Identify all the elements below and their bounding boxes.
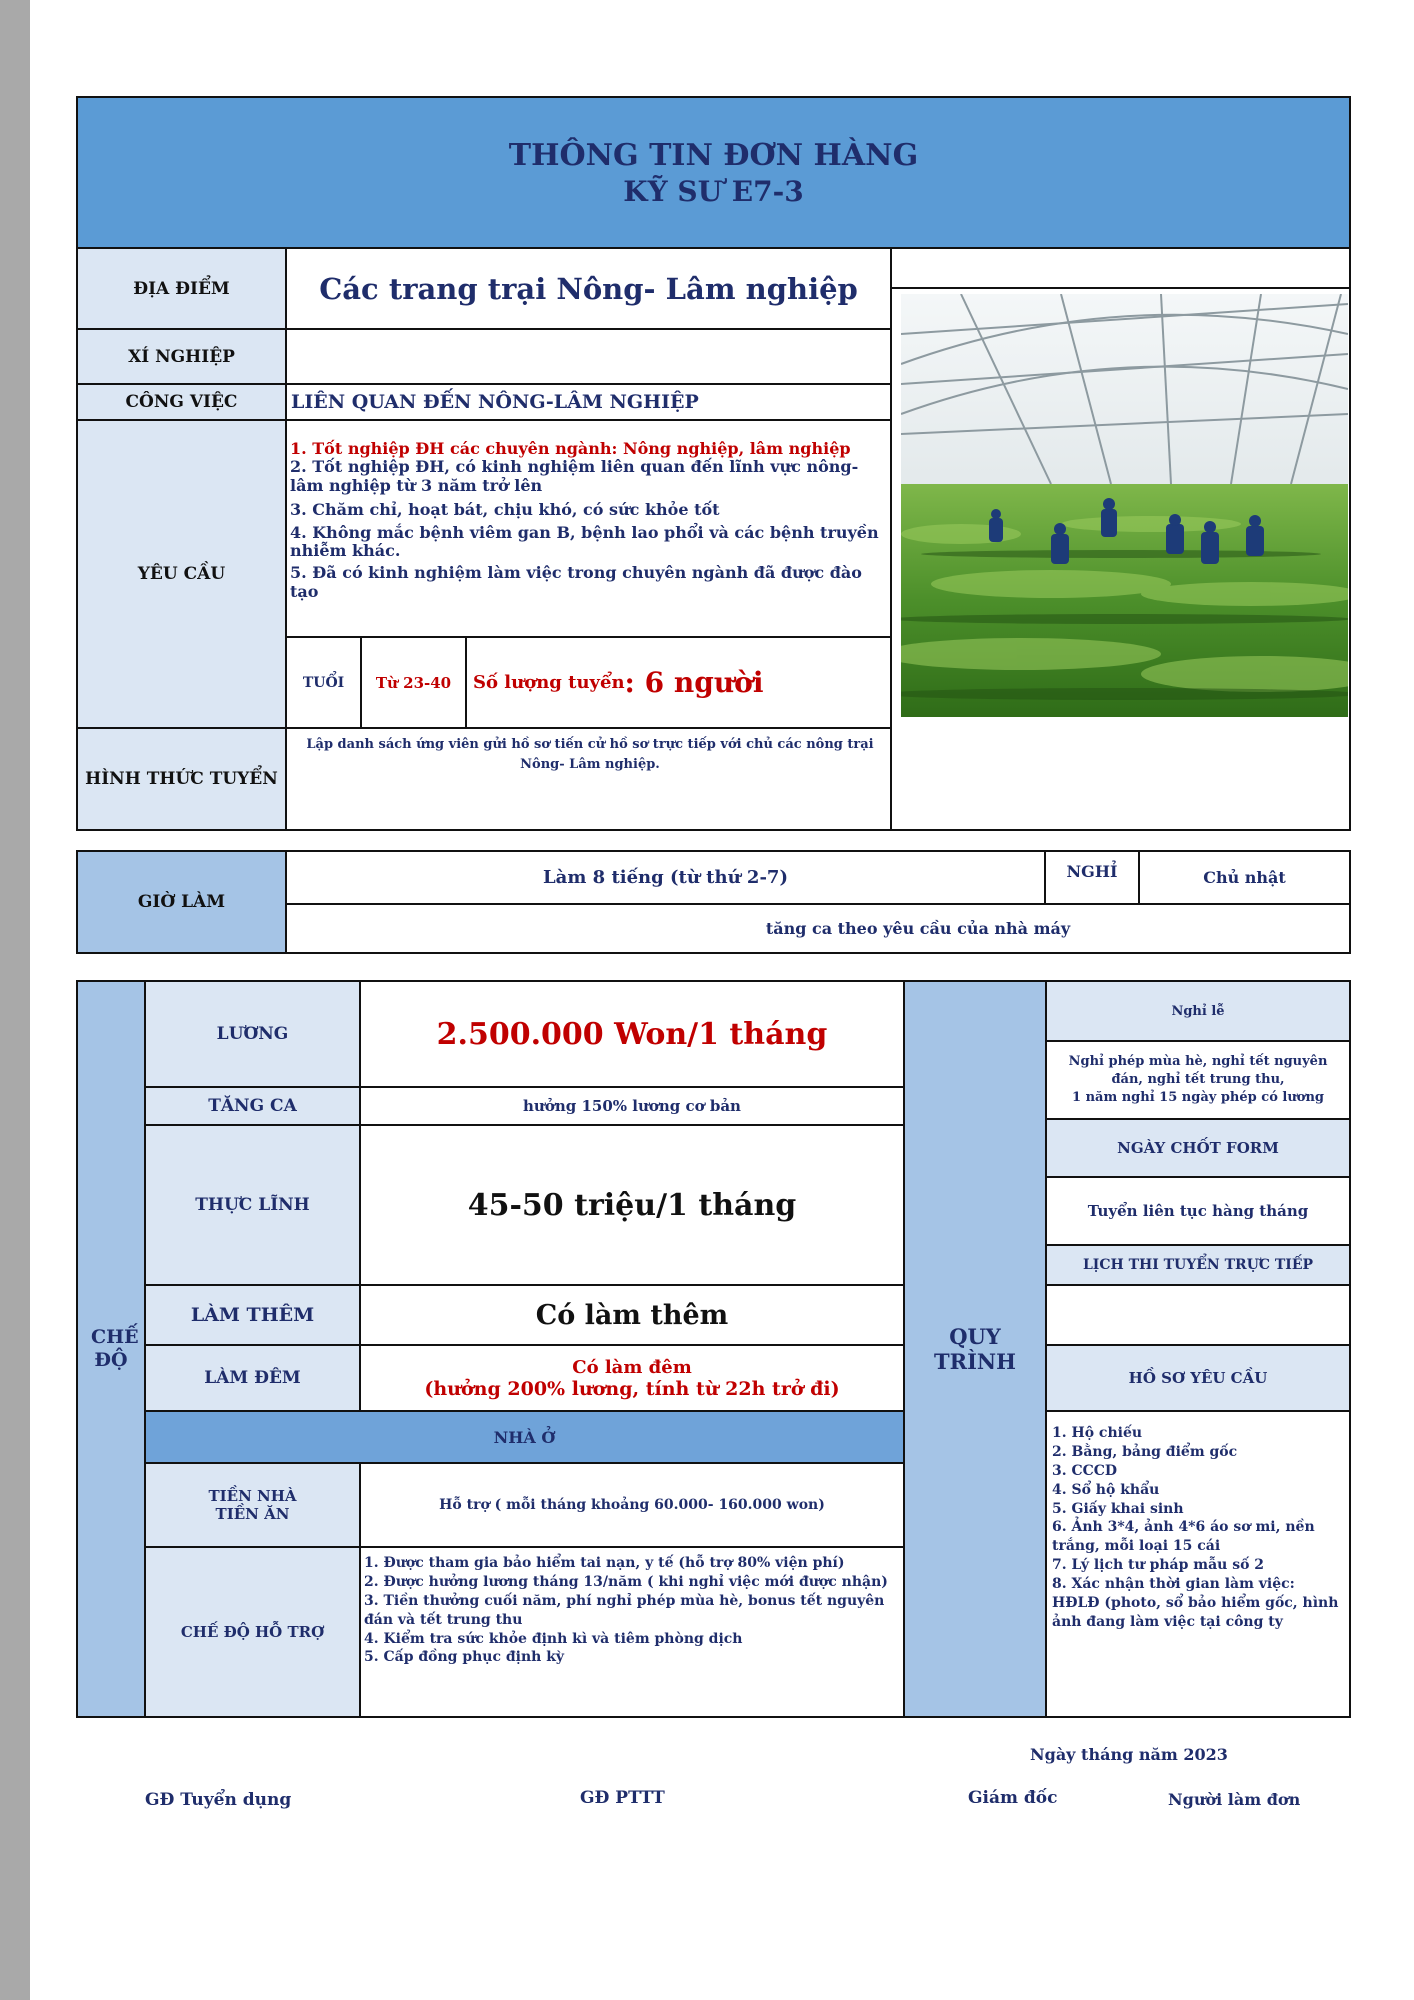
requirements-list xyxy=(290,440,886,601)
requirement-item: 4. Không mắc bệnh viêm gan B, bệnh lao phổi và các bệnh truyền nhiễm khác. xyxy=(290,522,879,560)
header-banner xyxy=(78,98,1349,247)
support-item: 4. Kiểm tra sức khỏe định kì và tiêm phòng dịch xyxy=(364,1630,743,1647)
quantity-label: Số lượng tuyển xyxy=(473,672,625,693)
docs-label: HỒ SƠ YÊU CẦU xyxy=(1047,1346,1349,1410)
ot-value: hưởng 150% lương cơ bản xyxy=(523,1097,741,1115)
recruit-value: Lập danh sách ứng viên gửi hồ sơ tiến cử hồ sơ trực tiếp với chủ các nông trại Nông- Lâm nghiệp. xyxy=(306,737,874,772)
doc-item: 1. Hộ chiếu xyxy=(1052,1425,1143,1441)
greenhouse-photo xyxy=(901,294,1348,717)
hours-label: GIỜ LÀM xyxy=(78,852,285,952)
requirement-item: 2. Tốt nghiệp ĐH, có kinh nghiệm liên quan đến lĩnh vực nông- lâm nghiệp từ 3 năm trở lên xyxy=(290,457,859,495)
net-value: 45-50 triệu/1 tháng xyxy=(467,1187,797,1223)
page-title: THÔNG TIN ĐƠN HÀNG xyxy=(508,137,919,173)
enterprise-value xyxy=(287,330,890,383)
night-value xyxy=(361,1346,903,1410)
holiday-value-line-1: Nghỉ phép mùa hè, nghỉ tết nguyên xyxy=(1068,1053,1328,1069)
day-off-label: NGHỈ xyxy=(1066,862,1118,881)
overtime-note: tăng ca theo yêu cầu của nhà máy xyxy=(765,919,1071,938)
support-list xyxy=(364,1554,898,1667)
doc-item: 8. Xác nhận thời gian làm việc: HĐLĐ (photo, sổ bảo hiểm gốc, hình ảnh đang làm việc tại công ty xyxy=(1052,1576,1339,1630)
benefits-section-text: CHẾ ĐỘ xyxy=(91,1326,139,1371)
recruit-label: HÌNH THỨC TUYỂN xyxy=(78,729,285,829)
extra-label: LÀM THÊM xyxy=(146,1286,359,1344)
requirement-item: 1. Tốt nghiệp ĐH các chuyên ngành: Nông nghiệp, lâm nghiệp xyxy=(290,439,851,458)
age-value: Từ 23-40 xyxy=(375,673,452,692)
support-item: 3. Tiền thưởng cuối năm, phí nghỉ phép mùa hè, bonus tết nguyên đán và tết trung thu xyxy=(364,1592,885,1628)
holiday-value xyxy=(1047,1042,1349,1118)
doc-item: 3. CCCD xyxy=(1052,1462,1118,1479)
docs-list xyxy=(1052,1424,1346,1632)
age-label: TUỔI xyxy=(302,674,345,691)
exam-value xyxy=(1047,1286,1349,1344)
requirement-item: 3. Chăm chỉ, hoạt bát, chịu khó, có sức khỏe tốt xyxy=(290,500,720,520)
net-label: THỰC LĨNH xyxy=(146,1126,359,1284)
process-section-label xyxy=(905,982,1045,1716)
requirements-label: YÊU CẦU xyxy=(78,421,285,727)
signature-date: Ngày tháng năm 2023 xyxy=(1030,1745,1228,1764)
support-label: CHẾ ĐỘ HỖ TRỢ xyxy=(146,1548,359,1716)
process-label-line-1: QUY xyxy=(949,1324,1001,1349)
support-item: 1. Được tham gia bảo hiểm tai nạn, y tế (hỗ trợ 80% viện phí) xyxy=(364,1555,845,1571)
location-label: ĐỊA ĐIỂM xyxy=(78,249,285,328)
support-item: 5. Cấp đồng phục định kỳ xyxy=(364,1649,565,1666)
doc-item: 5. Giấy khai sinh xyxy=(1052,1500,1184,1517)
quantity-block xyxy=(467,638,890,727)
job-label: CÔNG VIỆC xyxy=(78,385,285,419)
salary-value: 2.500.000 Won/1 tháng xyxy=(436,1016,828,1052)
night-label: LÀM ĐÊM xyxy=(146,1346,359,1410)
requirement-item: 5. Đã có kinh nghiệm làm việc trong chuyên ngành đã được đào tạo xyxy=(290,563,862,601)
signature-director: Giám đốc xyxy=(968,1788,1058,1808)
quantity-value: : 6 người xyxy=(624,666,764,699)
support-item: 2. Được hưởng lương tháng 13/năm ( khi nghỉ việc mới được nhận) xyxy=(364,1573,888,1590)
enterprise-label: XÍ NGHIỆP xyxy=(78,330,285,383)
job-value: LIÊN QUAN ĐẾN NÔNG-LÂM NGHIỆP xyxy=(291,391,699,413)
doc-item: 4. Sổ hộ khẩu xyxy=(1052,1481,1160,1498)
holiday-value-line-3: 1 năm nghỉ 15 ngày phép có lương xyxy=(1072,1090,1324,1106)
holiday-value-line-2: đán, nghỉ tết trung thu, xyxy=(1111,1071,1285,1087)
extra-value: Có làm thêm xyxy=(535,1299,729,1331)
doc-item: 6. Ảnh 3*4, ảnh 4*6 áo sơ mi, nền trắng, mỗi loại 15 cái xyxy=(1052,1519,1315,1555)
rent-label xyxy=(146,1464,359,1546)
ot-label: TĂNG CA xyxy=(146,1088,359,1124)
exam-label: LỊCH THI TUYỂN TRỰC TIẾP xyxy=(1047,1246,1349,1284)
signature-applicant: Người làm đơn xyxy=(1168,1790,1301,1809)
holiday-label: Nghỉ lễ xyxy=(1047,982,1349,1040)
location-value: Các trang trại Nông- Lâm nghiệp xyxy=(319,271,858,306)
night-value-line-2: (hưởng 200% lương, tính từ 22h trở đi) xyxy=(424,1377,840,1400)
hours-value: Làm 8 tiếng (từ thứ 2-7) xyxy=(543,867,788,888)
day-off-value: Chủ nhật xyxy=(1203,868,1286,887)
benefits-section-label xyxy=(78,982,144,1716)
doc-item: 2. Bằng, bảng điểm gốc xyxy=(1052,1443,1238,1460)
salary-label: LƯƠNG xyxy=(146,982,359,1086)
rent-label-line-2: TIỀN ĂN xyxy=(215,1505,290,1523)
signature-recruitment-director: GĐ Tuyển dụng xyxy=(145,1790,292,1810)
signature-market-director: GĐ PTTT xyxy=(580,1788,665,1808)
deadline-value: Tuyển liên tục hàng tháng xyxy=(1087,1202,1309,1220)
page-subtitle: KỸ SƯ E7-3 xyxy=(623,174,804,208)
doc-item: 7. Lý lịch tư pháp mẫu số 2 xyxy=(1052,1557,1265,1574)
process-label-line-2: TRÌNH xyxy=(934,1349,1016,1374)
night-value-line-1: Có làm đêm xyxy=(572,1356,692,1378)
rent-value: Hỗ trợ ( mỗi tháng khoảng 60.000- 160.000 won) xyxy=(439,1497,825,1513)
rent-label-line-1: TIỀN NHÀ xyxy=(208,1487,297,1505)
housing-label: NHÀ Ở xyxy=(146,1412,903,1462)
greenhouse-image xyxy=(901,294,1348,717)
left-scroll-gutter xyxy=(0,0,30,2000)
deadline-label: NGÀY CHỐT FORM xyxy=(1047,1120,1349,1176)
